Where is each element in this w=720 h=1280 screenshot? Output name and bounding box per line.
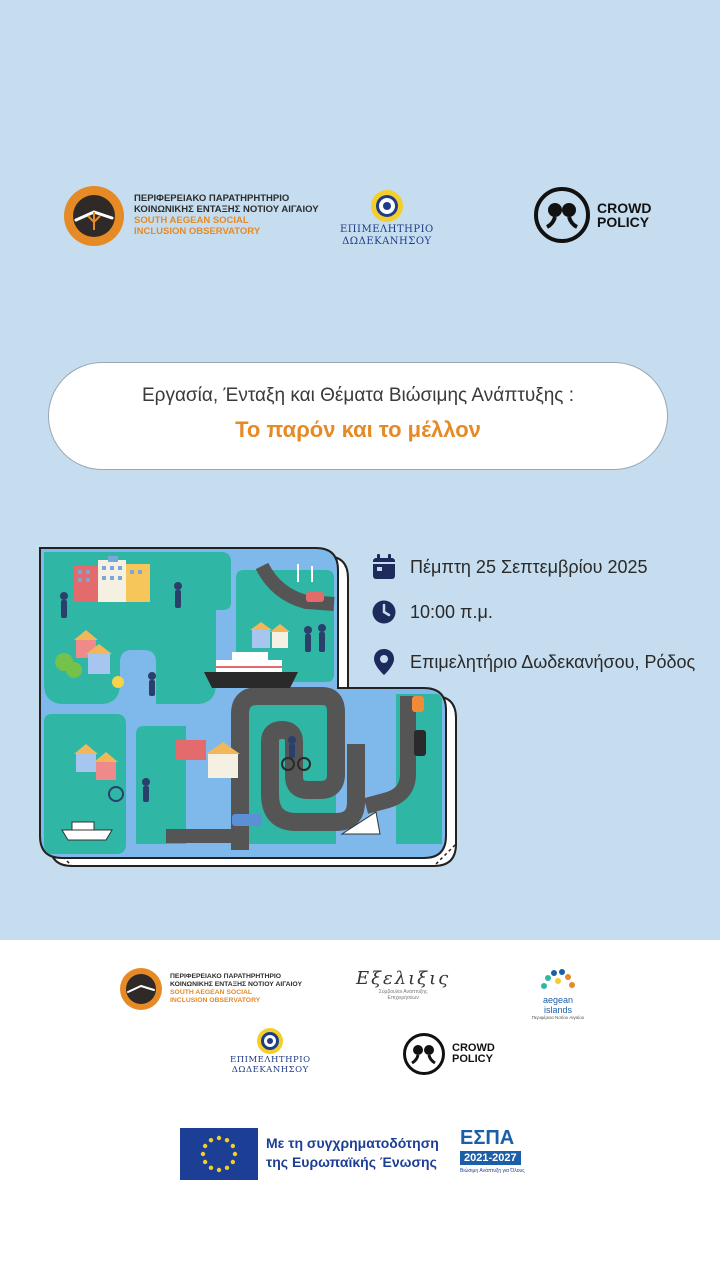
observatory-line2: ΚΟΙΝΩΝΙΚΗΣ ΕΝΤΑΞΗΣ ΝΟΤΙΟΥ ΑΙΓΑΙΟΥ [134,204,319,216]
aegean-islands-arc-icon [538,966,578,990]
chamber-line2: ΔΩΔΕΚΑΝΗΣΟΥ [342,235,432,247]
title-pill [48,362,668,470]
espa-motto: Βιώσιμη Ανάπτυξη για Όλους [460,1168,525,1174]
event-date: Πέμπτη 25 Σεπτεμβρίου 2025 [410,556,648,577]
chamber-line1: ΕΠΙΜΕΛΗΤΗΡΙΟ [340,224,434,235]
exelixis-sub2: Επιχειρήσεων [387,995,419,1001]
eu-star [217,1136,221,1140]
observatory-logo [64,186,319,246]
eu-star [201,1152,205,1156]
event-time: 10:00 π.μ. [410,601,493,622]
exelixis-name: Εξελιξις [356,968,451,989]
eu-star [203,1144,207,1148]
title-line1: Εργασία, Ένταξη και Θέματα Βιώσιμης Ανάπτυξης : [141,385,575,406]
footer-observatory-line4: INCLUSION OBSERVATORY [170,996,261,1004]
footer-chamber-emblem-icon [255,1026,285,1056]
chamber-emblem-icon [369,188,405,224]
footer-observatory-line2: ΚΟΙΝΩΝΙΚΗΣ ΕΝΤΑΞΗΣ ΝΟΤΙΟΥ ΑΙΓΑΙΟΥ [170,981,303,989]
footer-observatory-logo [120,968,302,1010]
espa-logo [460,1128,540,1174]
observatory-line3: SOUTH AEGEAN SOCIAL [134,215,249,226]
crowd-line1: CROWD [597,200,652,216]
footer-chamber-line1: ΕΠΙΜΕΛΗΤΗΡΙΟ [230,1055,311,1065]
eu-star [231,1144,235,1148]
eu-star [233,1152,237,1156]
observatory-text [134,194,319,238]
eu-star [209,1138,213,1142]
footer-chamber-logo [230,1026,311,1076]
aegean-islands-logo [528,966,588,1020]
crowd-policy-logo [533,186,651,244]
espa-years: 2021-2027 [460,1151,521,1165]
footer-chamber-line2: ΔΩΔΕΚΑΝΗΣΟΥ [231,1064,309,1075]
eu-star [225,1166,229,1170]
observatory-line4: INCLUSION OBSERVATORY [134,225,261,237]
eu-star [225,1138,229,1142]
city-map-illustration [36,544,466,870]
eu-line2: της Ευρωπαϊκής Ένωσης [266,1153,437,1170]
chamber-logo [340,188,434,247]
eu-star [203,1160,207,1164]
eu-line1: Με τη συγχρηματοδότηση [266,1135,439,1151]
crowd-policy-quote-icon [533,186,591,244]
exelixis-sub1: Σύμβουλοι Ανάπτυξης [378,989,428,995]
footer-crowd-line2: POLICY [452,1053,493,1065]
eu-star [217,1168,221,1172]
footer-crowd-policy-quote-icon [402,1032,446,1076]
footer-observatory-emblem-icon [120,968,162,1010]
footer-crowd-line1: CROWD [452,1042,495,1054]
eu-flag-icon [180,1128,258,1180]
footer-crowd-policy-logo [402,1032,495,1076]
aegean-islands-name: aegean islands [542,995,574,1015]
observatory-line1: ΠΕΡΙΦΕΡΕΙΑΚΟ ΠΑΡΑΤΗΡΗΤΗΡΙΟ [134,193,290,205]
eu-star [209,1166,213,1170]
event-location: Επιμελητήριο Δωδεκανήσου, Ρόδος [410,651,696,672]
footer-observatory-line1: ΠΕΡΙΦΕΡΕΙΑΚΟ ΠΑΡΑΤΗΡΗΤΗΡΙΟ [170,973,282,981]
footer-observatory-line3: SOUTH AEGEAN SOCIAL [170,989,253,996]
espa-title: ΕΣΠΑ [460,1127,515,1149]
eu-star [231,1160,235,1164]
observatory-emblem-icon [64,186,124,246]
aegean-islands-sub: Περιφέρεια Νοτίου Αιγαίου [531,1015,585,1020]
crowd-line2: POLICY [597,214,650,230]
exelixis-logo [356,968,450,1001]
title-line2: Το παρόν και το μέλλον [235,417,481,442]
